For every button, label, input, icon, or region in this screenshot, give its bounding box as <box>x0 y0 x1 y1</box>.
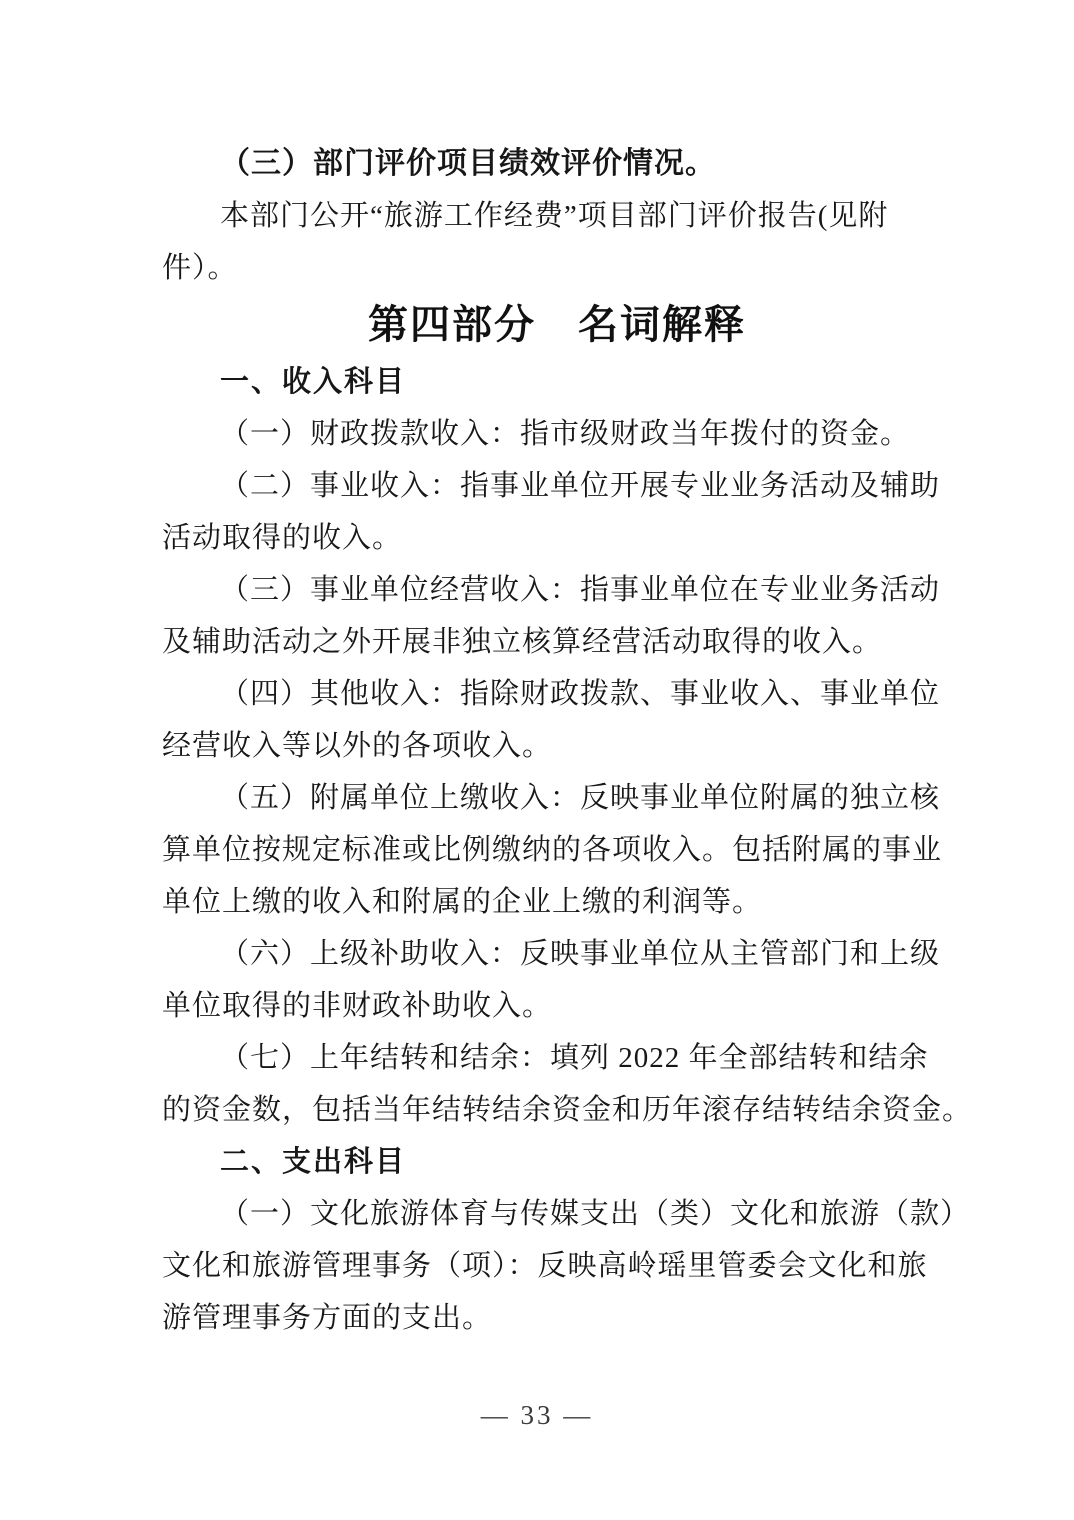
text-line: 及辅助活动之外开展非独立核算经营活动取得的收入。 <box>162 626 883 658</box>
text-line: （二）事业收入：指事业单位开展专业业务活动及辅助 <box>220 470 941 502</box>
text-line: （六）上级补助收入：反映事业单位从主管部门和上级 <box>220 938 941 970</box>
text-content <box>162 138 973 1344</box>
text-line: 单位取得的非财政补助收入。 <box>162 990 553 1022</box>
text-line: （一）文化旅游体育与传媒支出（类）文化和旅游（款） <box>220 1198 971 1230</box>
text-line: 游管理事务方面的支出。 <box>162 1302 493 1334</box>
text-line: 算单位按规定标准或比例缴纳的各项收入。包括附属的事业 <box>162 834 943 866</box>
text-line: （三）事业单位经营收入：指事业单位在专业业务活动 <box>220 574 941 606</box>
text-line: （一）财政拨款收入：指市级财政当年拨付的资金。 <box>220 418 911 450</box>
part-title: 第四部分 名词解释 <box>368 303 746 347</box>
text-line: 本部门公开“旅游工作经费”项目部门评价报告(见附 <box>220 200 889 232</box>
text-line: 件）。 <box>162 252 238 284</box>
text-line: 活动取得的收入。 <box>162 522 403 554</box>
text-line: （四）其他收入：指除财政拨款、事业收入、事业单位 <box>220 678 941 710</box>
text-line: （五）附属单位上缴收入：反映事业单位附属的独立核 <box>220 782 941 814</box>
text-line: 文化和旅游管理事务（项）：反映高岭瑶里管委会文化和旅 <box>162 1250 928 1282</box>
page-number: — 33 — <box>480 1400 594 1430</box>
subsection-heading: 一、收入科目 <box>220 366 407 398</box>
subsection-heading: 二、支出科目 <box>220 1146 407 1178</box>
section-heading: （三）部门评价项目绩效评价情况。 <box>220 147 716 180</box>
text-line: 单位上缴的收入和附属的企业上缴的利润等。 <box>162 886 763 918</box>
text-line: 经营收入等以外的各项收入。 <box>162 730 553 762</box>
text-line: （七）上年结转和结余：填列 2022 年全部结转和结余 <box>220 1042 929 1074</box>
text-line: 的资金数，包括当年结转结余资金和历年滚存结转结余资金。 <box>162 1094 973 1126</box>
